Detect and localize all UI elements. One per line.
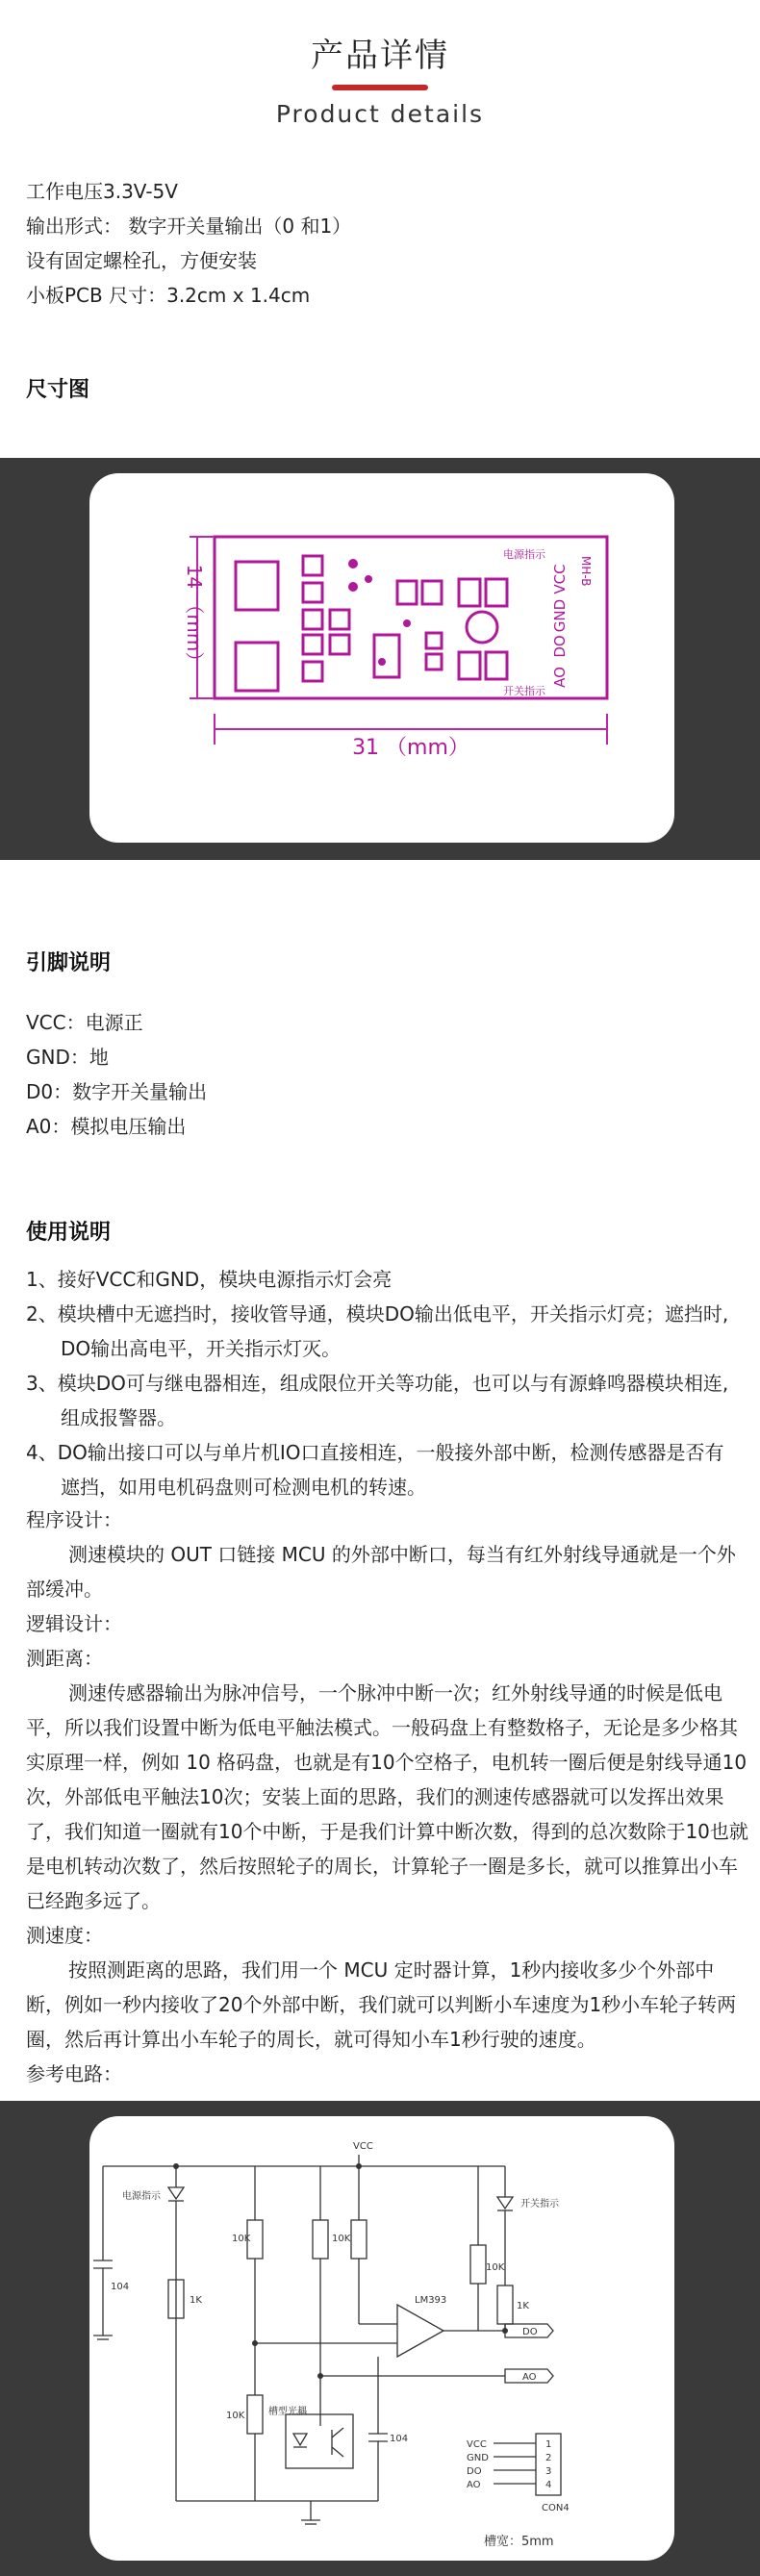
pin-vcc: VCC：电源正: [26, 1011, 143, 1034]
reference-label: 参考电路：: [26, 2062, 122, 2085]
usage-item-2: 2、模块槽中无遮挡时，接收管导通，模块DO输出低电平，开关指示灯亮；遮挡时, DO输出高电平，开关指示灯灭。: [26, 1302, 729, 1360]
reference-circuit-diagram: [89, 2116, 674, 2561]
pin-do-label: DO: [551, 635, 569, 658]
conn-pin-3: 3: [545, 2466, 552, 2477]
model-label: MH-B: [579, 556, 593, 587]
width-label: 31 （mm）: [352, 736, 469, 760]
conn-ao-label: AO: [467, 2480, 481, 2490]
usage-item-1: 1、接好VCC和GND，模块电源指示灯会亮: [26, 1268, 393, 1291]
circuit-r2-label: 1K: [190, 2295, 202, 2306]
logic-label: 逻辑设计：: [26, 1612, 122, 1635]
circuit-ao-out: AO: [522, 2372, 537, 2383]
pin-vcc-label: VCC: [551, 564, 569, 594]
slot-width-label: 槽宽：5mm: [484, 2535, 554, 2549]
program-label: 程序设计：: [26, 1508, 122, 1531]
conn-gnd-label: GND: [467, 2453, 489, 2463]
circuit-r3-label: 10K: [332, 2234, 351, 2244]
distance-label: 测距离：: [26, 1647, 103, 1670]
program-text: 测速模块的 OUT 口链接 MCU 的外部中断口，每当有红外射线导通就是一个外部缓冲。: [26, 1543, 736, 1601]
usage-heading: 使用说明: [26, 1221, 112, 1245]
conn-do-label: DO: [467, 2466, 482, 2477]
title-underline: [332, 85, 428, 90]
pin-do: D0：数字开关量输出: [26, 1080, 208, 1103]
spec-size: 小板PCB 尺寸：3.2cm x 1.4cm: [26, 284, 311, 307]
dimension-band: [0, 458, 760, 860]
speed-text: 按照测距离的思路，我们用一个 MCU 定时器计算，1秒内接收多少个外部中断，例如一秒内接收了20个外部中断，我们就可以判断小车速度为1秒小车轮子转两圈，然后再计算出小车轮子的周长，就可得知小车1秒行驶的速度。: [26, 1958, 737, 2051]
conn-pin-4: 4: [545, 2480, 552, 2490]
conn-pin-1: 1: [545, 2439, 552, 2450]
circuit-band: [0, 2101, 760, 2576]
dimension-card: [89, 473, 674, 843]
circuit-switch-label: 开关指示: [520, 2199, 559, 2210]
circuit-r6-label: 10K: [486, 2262, 505, 2273]
usage-item-4: 4、DO输出接口可以与单片机IO口直接相连，一般接外部中断，检测传感器是否有 遮挡，如用电机码盘则可检测电机的转速。: [26, 1441, 724, 1499]
circuit-do-out: DO: [522, 2327, 538, 2337]
power-indicator-label: 电源指示: [503, 548, 545, 561]
pin-gnd: GND：地: [26, 1046, 109, 1069]
circuit-vcc-label: VCC: [353, 2141, 373, 2152]
circuit-r5-label: 1K: [517, 2301, 529, 2311]
spec-mounting: 设有固定螺栓孔，方便安装: [26, 249, 257, 272]
circuit-cap2-label: 104: [390, 2434, 409, 2444]
conn-vcc-label: VCC: [467, 2439, 487, 2450]
circuit-power-label: 电源指示: [122, 2191, 161, 2202]
pin-ao-label: AO: [551, 667, 569, 688]
spec-voltage: 工作电压3.3V-5V: [26, 180, 178, 203]
circuit-cap1-label: 104: [111, 2282, 130, 2292]
speed-label: 测速度：: [26, 1924, 103, 1947]
conn-pin-2: 2: [545, 2453, 552, 2463]
distance-text: 测速传感器输出为脉冲信号，一个脉冲中断一次；红外射线导通的时候是低电平，所以我们设置中断为低电平触法模式。一般码盘上有整数格子，无论是多少格其实原理一样，例如 10 格码盘，也就是有10个空格子，电机转一圈后便是射线导通10次，外部低电平触法10次；安装上面的思路，我们的测速传感器就可以发挥出效果了，我们知道一圈就有10个中断，于是我们计算中断次数，得到的总次数除于10也就是电机转动次数了，然后按照轮子的周长，计算轮子一圈是多长，就可以推算出小车已经跑多远了。: [26, 1681, 748, 1912]
page-subtitle: Product details: [275, 100, 485, 128]
usage-item-3: 3、模块DO可与继电器相连，组成限位开关等功能，也可以与有源蜂鸣器模块相连, 组成报警器。: [26, 1372, 729, 1429]
pin-gnd-label: GND: [551, 598, 569, 633]
page-title: 产品详情: [311, 37, 449, 75]
dimension-heading: 尺寸图: [26, 378, 90, 402]
height-label: 14 （mm）: [183, 564, 206, 671]
circuit-card: [89, 2116, 674, 2561]
circuit-chip-label: LM393: [415, 2295, 447, 2306]
connector-name: CON4: [542, 2503, 570, 2513]
circuit-r1-label: 10K: [232, 2234, 251, 2244]
circuit-sensor-label: 槽型光耦: [268, 2407, 307, 2417]
pins-heading: 引脚说明: [26, 951, 112, 975]
switch-indicator-label: 开关指示: [503, 685, 545, 697]
spec-output: 输出形式： 数字开关量输出（0 和1）: [26, 215, 352, 238]
circuit-r4-label: 10K: [226, 2411, 245, 2421]
pin-ao: A0：模拟电压输出: [26, 1115, 187, 1138]
pcb-dimension-drawing: [89, 473, 674, 843]
